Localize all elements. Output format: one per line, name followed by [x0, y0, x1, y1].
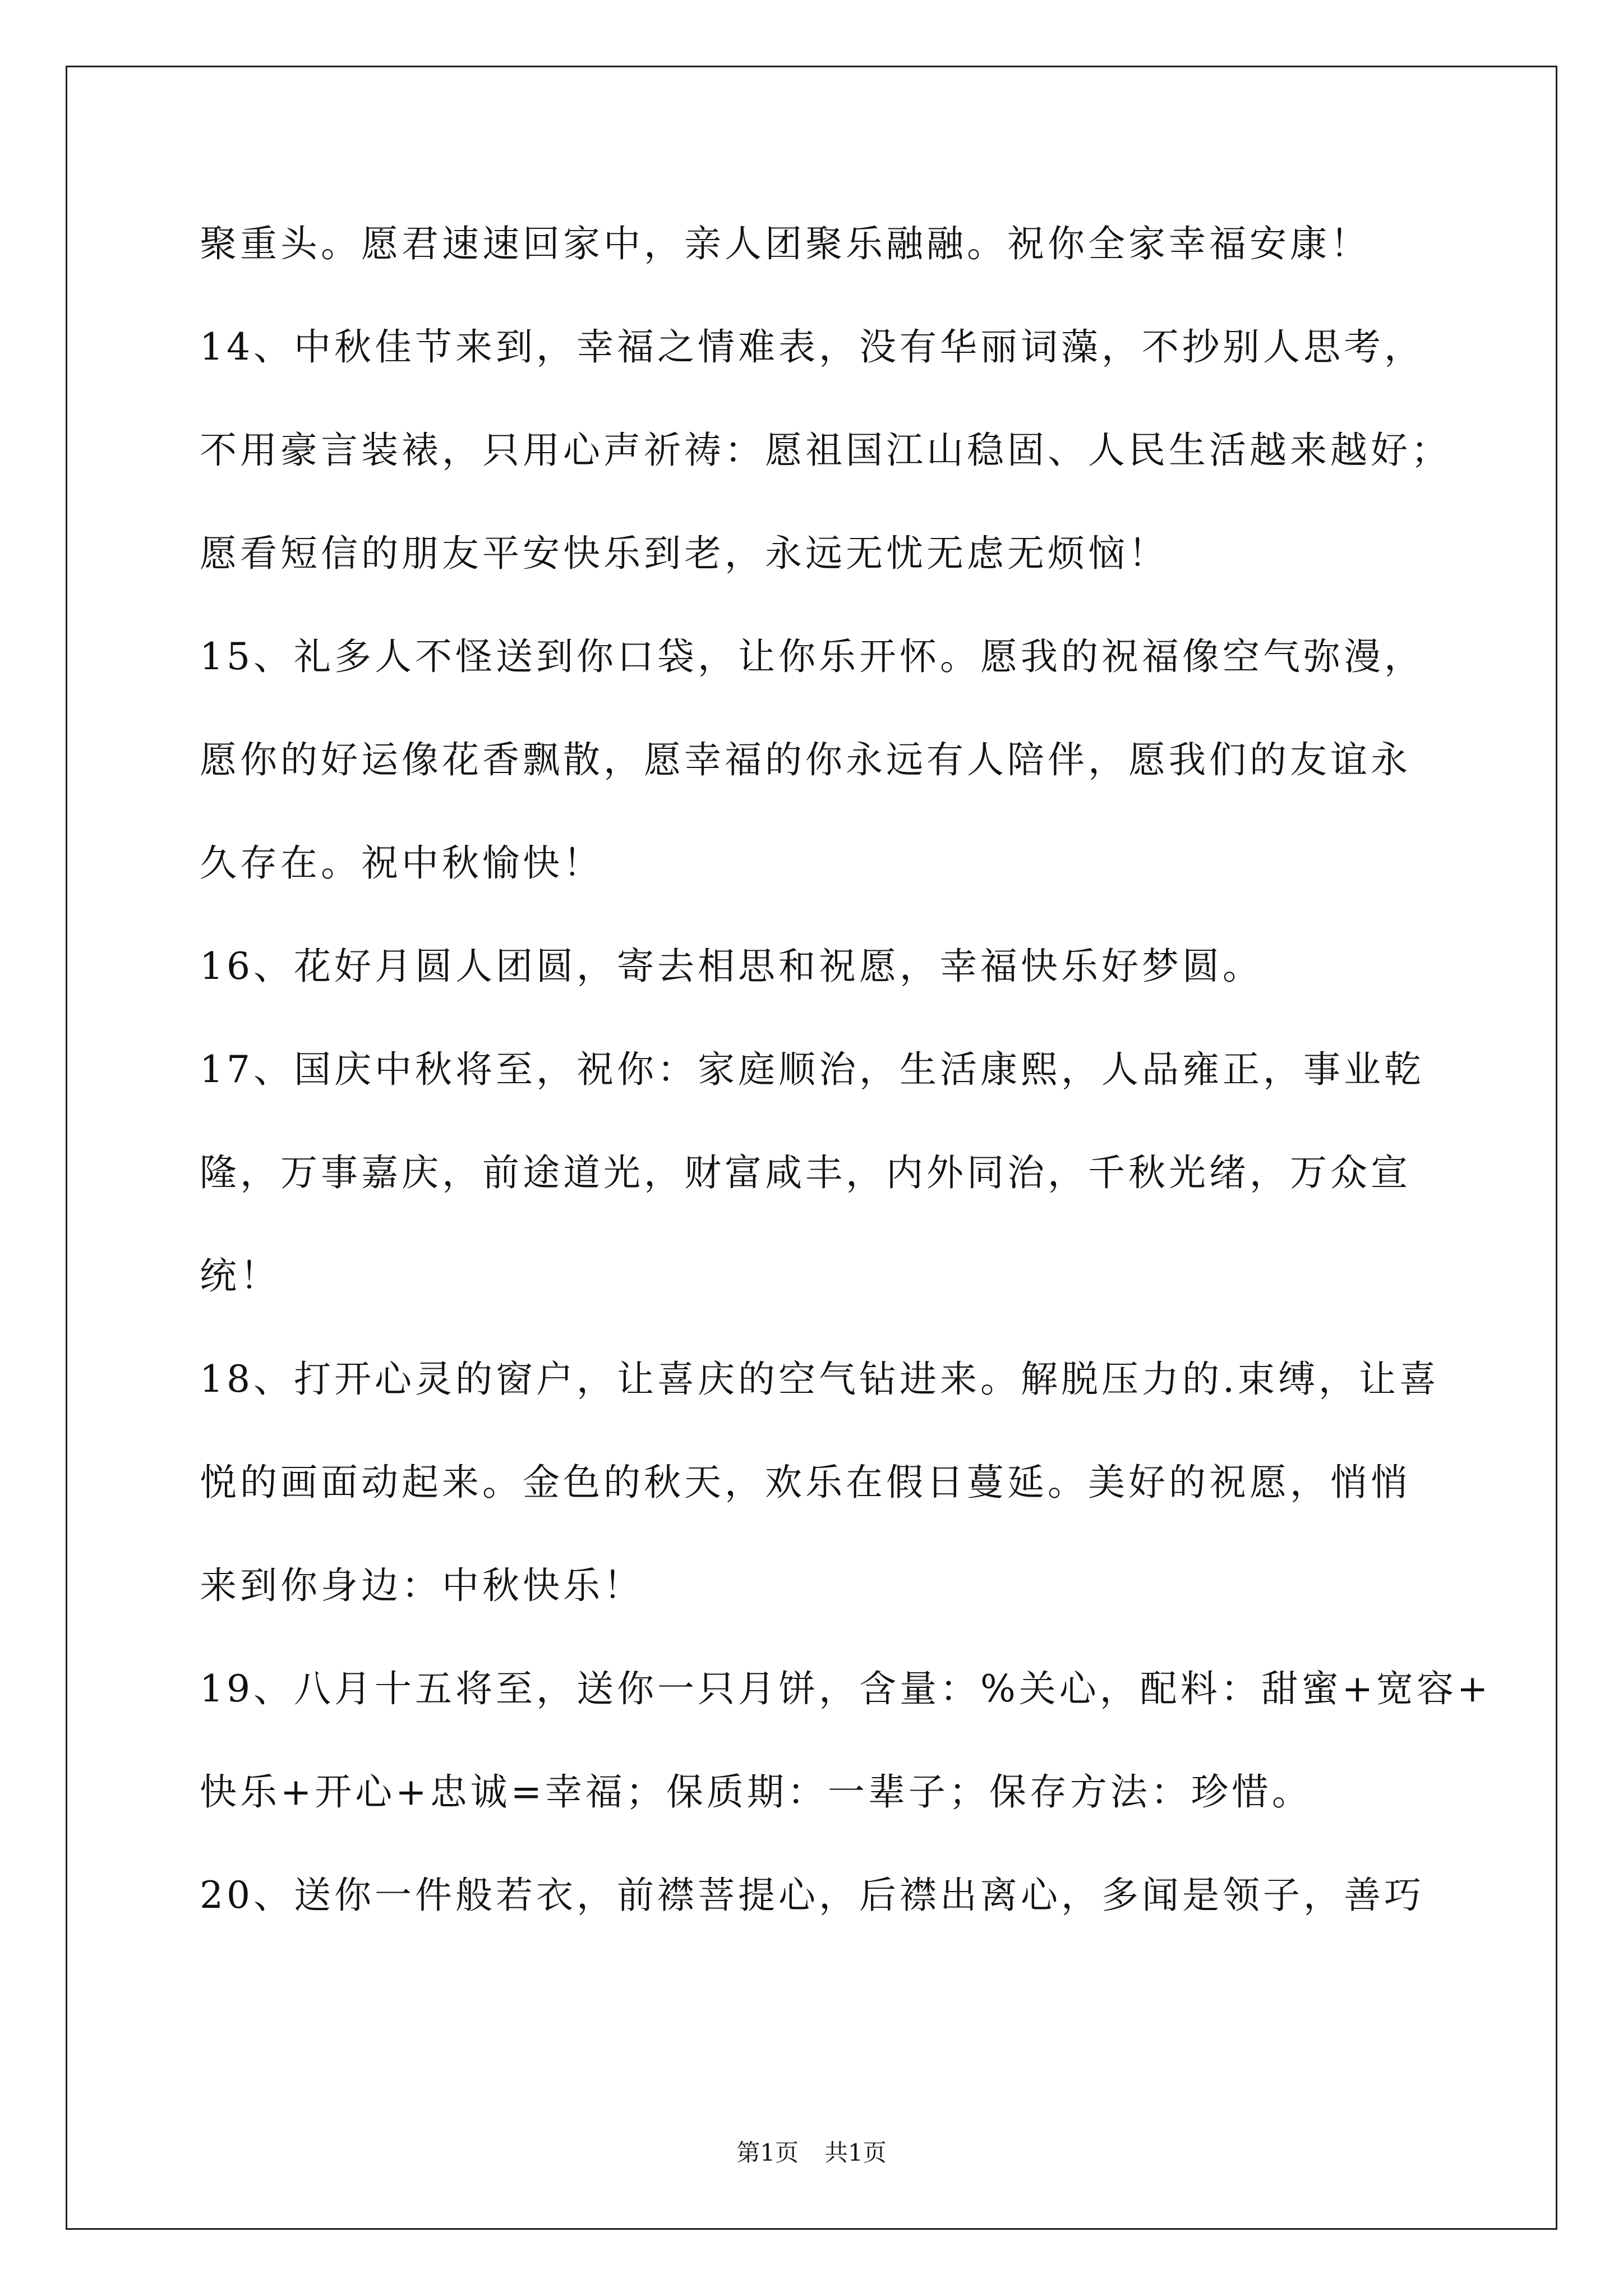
text-line: 愿看短信的朋友平安快乐到老，永远无忧无虑无烦恼！	[200, 532, 1169, 575]
text-line: 19、八月十五将至，送你一只月饼，含量：%关心，配料：甜蜜+宽容+	[200, 1667, 1492, 1710]
text-line: 聚重头。愿君速速回家中，亲人团聚乐融融。祝你全家幸福安康！	[200, 222, 1371, 265]
text-line: 愿你的好运像花香飘散，愿幸福的你永远有人陪伴，愿我们的友谊永	[200, 738, 1411, 781]
text-line: 快乐+开心+忠诚=幸福；保质期：一辈子；保存方法：珍惜。	[200, 1770, 1312, 1814]
text-line: 14、中秋佳节来到，幸福之情难表，没有华丽词藻，不抄别人思考，	[200, 325, 1424, 369]
page-footer	[0, 2136, 1623, 2170]
text-line: 18、打开心灵的窗户，让喜庆的空气钻进来。解脱压力的.束缚，让喜	[200, 1358, 1440, 1401]
page-total: 共1页	[824, 2139, 887, 2166]
page-number: 第1页	[736, 2139, 799, 2166]
text-line: 久存在。祝中秋愉快！	[200, 841, 603, 885]
text-line: 来到你身边：中秋快乐！	[200, 1564, 644, 1607]
document-body	[200, 213, 1492, 1968]
text-line: 悦的画面动起来。金色的秋天，欢乐在假日蔓延。美好的祝愿，悄悄	[200, 1461, 1411, 1504]
text-line: 16、花好月圆人团圆，寄去相思和祝愿，幸福快乐好梦圆。	[200, 945, 1263, 988]
text-line: 17、国庆中秋将至，祝你：家庭顺治，生活康熙，人品雍正，事业乾	[200, 1048, 1424, 1091]
text-line: 隆，万事嘉庆，前途道光，财富咸丰，内外同治，千秋光绪，万众宣	[200, 1151, 1411, 1194]
text-line: 15、礼多人不怪送到你口袋，让你乐开怀。愿我的祝福像空气弥漫，	[200, 635, 1424, 678]
text-line: 20、送你一件般若衣，前襟菩提心，后襟出离心，多闻是领子，善巧	[200, 1874, 1424, 1917]
text-line: 统！	[200, 1254, 280, 1297]
text-line: 不用豪言装裱，只用心声祈祷：愿祖国江山稳固、人民生活越来越好；	[200, 429, 1451, 472]
